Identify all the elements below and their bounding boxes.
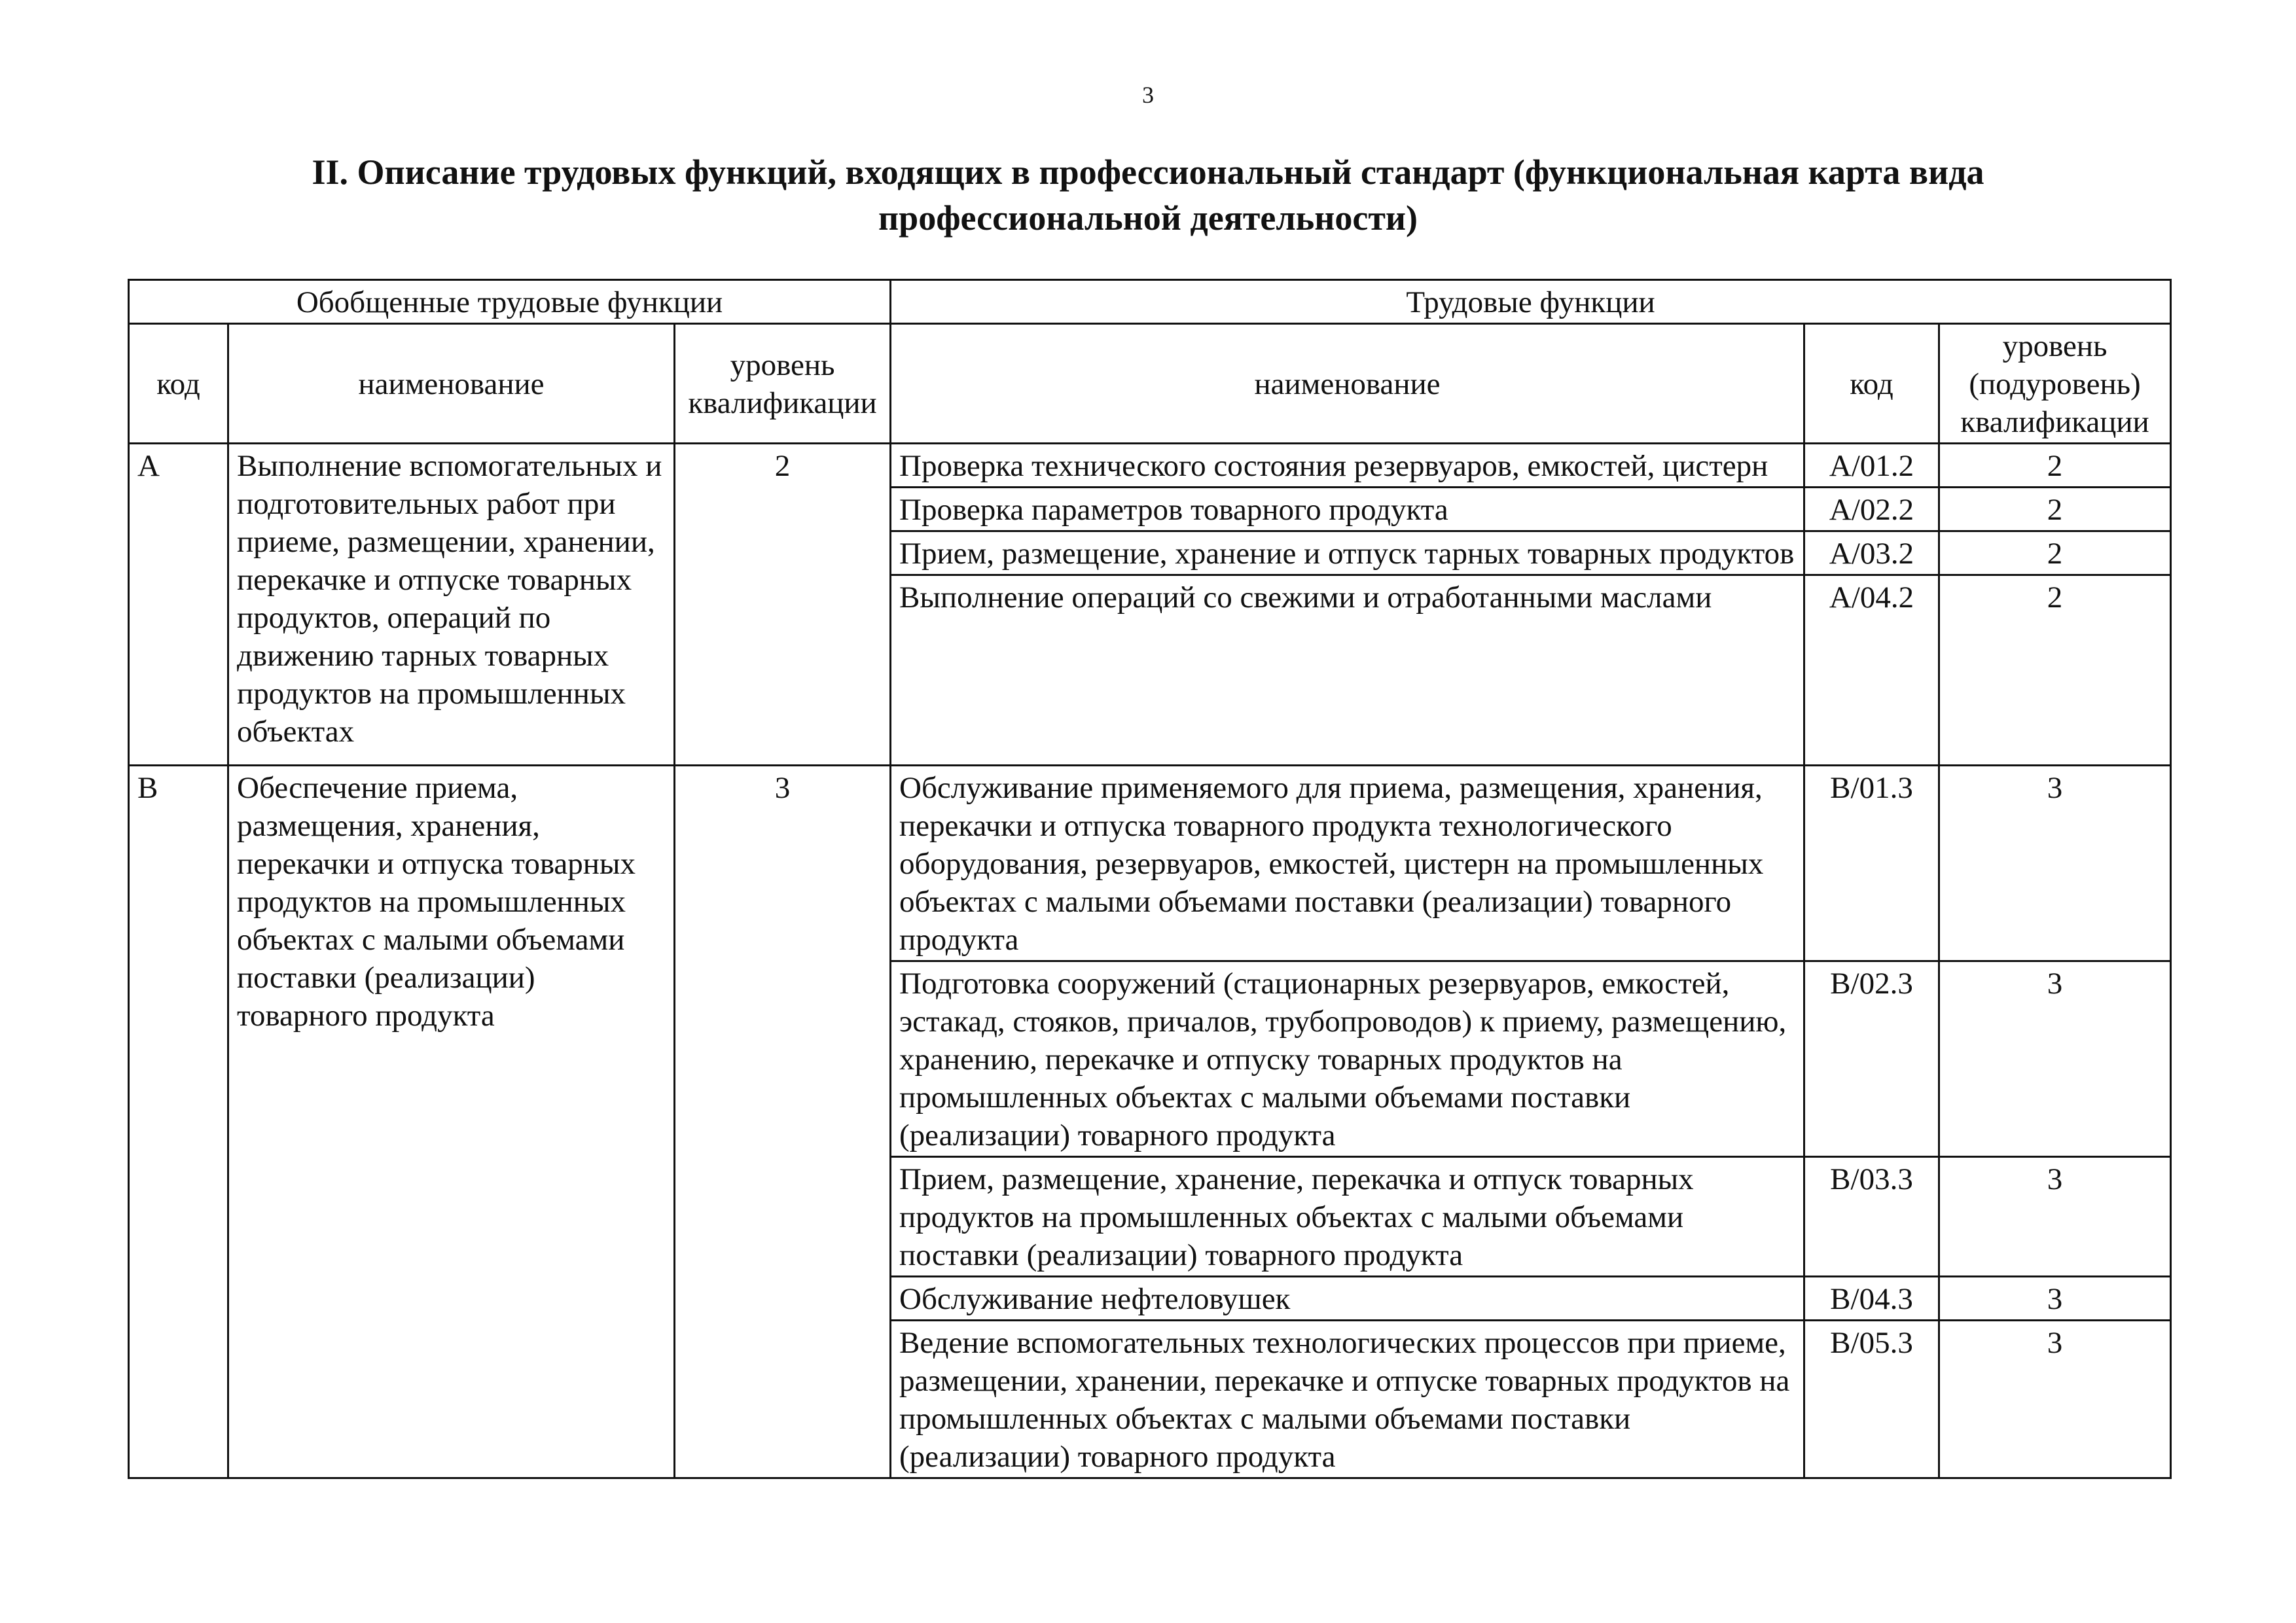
tf-level-cell: 3 [1939, 766, 2171, 961]
tf-code-cell: В/02.3 [1804, 961, 1939, 1157]
tf-code-cell: А/02.2 [1804, 488, 1939, 531]
section-title [98, 149, 2198, 241]
table-row [129, 766, 2171, 961]
table-row [129, 444, 2171, 488]
tf-name-cell: Выполнение операций со свежими и отработанными маслами [891, 575, 1804, 766]
tf-level-cell: 3 [1939, 1157, 2171, 1277]
tf-name-cell: Проверка технического состояния резервуаров, емкостей, цистерн [891, 444, 1804, 488]
header-tf-code: код [1804, 324, 1939, 444]
header-tf-level: уровень (подуровень) квалификации [1939, 324, 2171, 444]
tf-level-cell: 2 [1939, 488, 2171, 531]
header-gen-code: код [129, 324, 228, 444]
sub-header-row [129, 324, 2171, 444]
tf-name-cell: Обслуживание применяемого для приема, размещения, хранения, перекачки и отпуска товарного продукта технологического оборудования, резервуаров, емкостей, цистерн на промышленных объектах с малыми объемами поставки (реализации) товарного продукта [891, 766, 1804, 961]
tf-code-cell: А/03.2 [1804, 531, 1939, 575]
section-title-line-1: II. Описание трудовых функций, входящих в профессиональный стандарт (функциональная карта вида [312, 152, 1984, 192]
header-tf-name: наименование [891, 324, 1804, 444]
tf-code-cell: А/04.2 [1804, 575, 1939, 766]
gen-name-cell: Обеспечение приема, размещения, хранения, перекачки и отпуска товарных продуктов на промышленных объектах с малыми объемами поставки (реализации) товарного продукта [228, 766, 675, 1478]
gen-level-cell: 2 [675, 444, 891, 766]
tf-code-cell: В/03.3 [1804, 1157, 1939, 1277]
header-gen-level: уровень квалификации [675, 324, 891, 444]
tf-name-cell: Прием, размещение, хранение и отпуск тарных товарных продуктов [891, 531, 1804, 575]
tf-level-cell: 3 [1939, 961, 2171, 1157]
tf-name-cell: Обслуживание нефтеловушек [891, 1277, 1804, 1321]
tf-level-cell: 3 [1939, 1277, 2171, 1321]
tf-level-cell: 2 [1939, 575, 2171, 766]
gen-name-cell: Выполнение вспомогательных и подготовительных работ при приеме, размещении, хранении, перекачке и отпуске товарных продуктов, операций по движению тарных товарных продуктов на промышленных объектах [228, 444, 675, 766]
tf-code-cell: А/01.2 [1804, 444, 1939, 488]
header-generalized-functions: Обобщенные трудовые функции [129, 280, 891, 324]
tf-code-cell: В/01.3 [1804, 766, 1939, 961]
gen-code-cell: В [129, 766, 228, 1478]
tf-level-cell: 2 [1939, 531, 2171, 575]
tf-level-cell: 3 [1939, 1321, 2171, 1478]
tf-code-cell: В/04.3 [1804, 1277, 1939, 1321]
tf-name-cell: Ведение вспомогательных технологических процессов при приеме, размещении, хранении, перекачке и отпуске товарных продуктов на промышленных объектах с малыми объемами поставки (реализации) товарного продукта [891, 1321, 1804, 1478]
tf-name-cell: Прием, размещение, хранение, перекачка и отпуск товарных продуктов на промышленных объектах с малыми объемами поставки (реализации) товарного продукта [891, 1157, 1804, 1277]
tf-level-cell: 2 [1939, 444, 2171, 488]
gen-level-cell: 3 [675, 766, 891, 1478]
header-gen-name: наименование [228, 324, 675, 444]
group-header-row [129, 280, 2171, 324]
section-title-line-2: профессиональной деятельности) [878, 198, 1418, 238]
tf-code-cell: В/05.3 [1804, 1321, 1939, 1478]
tf-name-cell: Подготовка сооружений (стационарных резервуаров, емкостей, эстакад, стояков, причалов, трубопроводов) к приему, размещению, хранению, перекачке и отпуску товарных продуктов на промышленных объектах с малыми объемами поставки (реализации) товарного продукта [891, 961, 1804, 1157]
page-number: 3 [1142, 82, 1154, 108]
header-labor-functions: Трудовые функции [891, 280, 2171, 324]
tf-name-cell: Проверка параметров товарного продукта [891, 488, 1804, 531]
gen-code-cell: А [129, 444, 228, 766]
functional-map-table [128, 279, 2172, 1479]
